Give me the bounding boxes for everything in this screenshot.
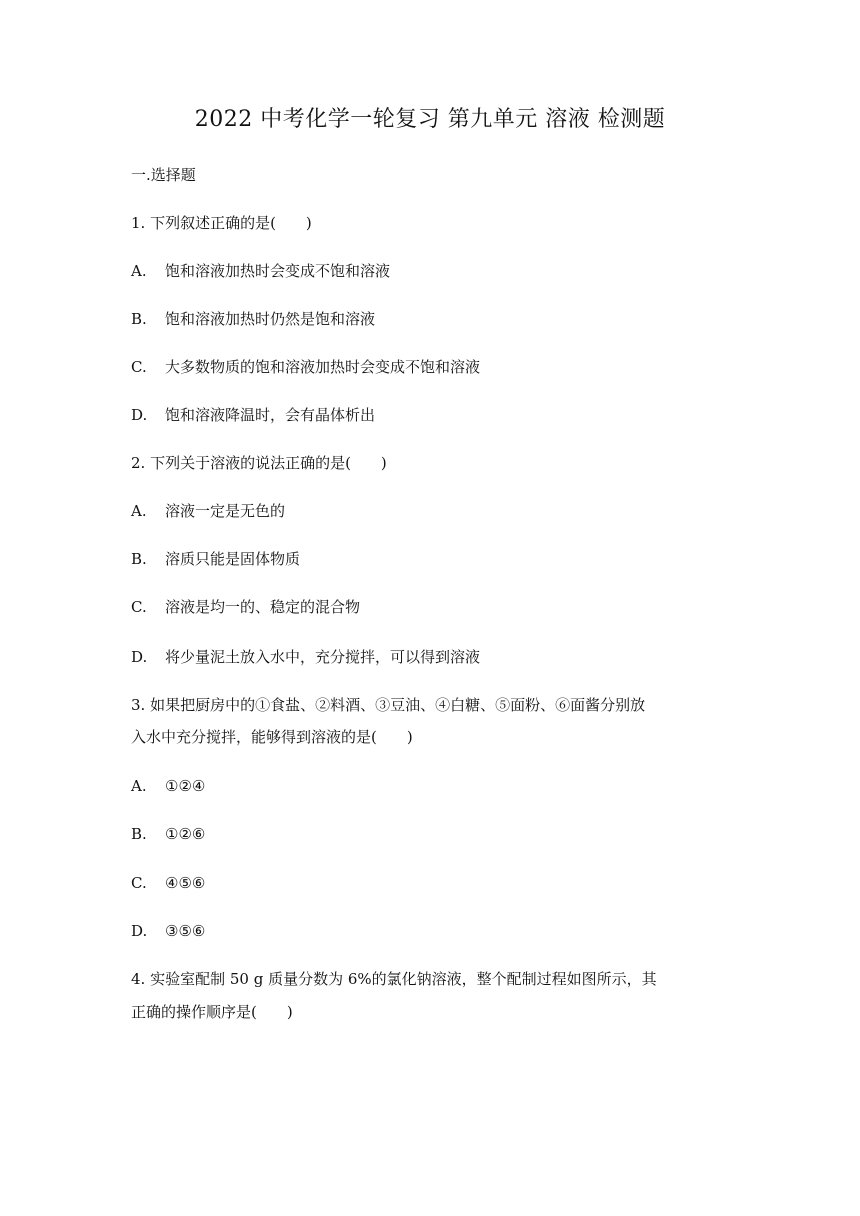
- option-letter: D.: [131, 648, 148, 666]
- option-text: 大多数物质的饱和溶液加热时会变成不饱和溶液: [165, 358, 481, 376]
- question-1-option-d: [131, 404, 731, 426]
- option-letter: D.: [131, 922, 148, 940]
- option-letter: D.: [131, 406, 148, 424]
- option-text: ④⑤⑥: [165, 874, 206, 892]
- question-2-option-a: [131, 500, 731, 522]
- option-letter: C.: [131, 874, 147, 892]
- option-text: 将少量泥土放入水中，充分搅拌，可以得到溶液: [165, 648, 481, 666]
- option-letter: A.: [131, 262, 147, 280]
- question-3-option-c: [131, 872, 731, 894]
- question-3-stem-line-1: 3. 如果把厨房中的①食盐、②料酒、③豆油、④白糖、⑤面粉、⑥面酱分别放: [131, 696, 646, 714]
- question-2-option-c: [131, 596, 731, 618]
- option-text: 饱和溶液降温时，会有晶体析出: [165, 406, 376, 424]
- question-3-option-d: [131, 920, 731, 942]
- question-1-option-b: [131, 308, 731, 330]
- option-text: 饱和溶液加热时仍然是饱和溶液: [165, 310, 376, 328]
- option-text: 溶质只能是固体物质: [165, 550, 301, 568]
- option-text: ①②④: [165, 777, 206, 795]
- option-letter: A.: [131, 502, 147, 520]
- section-heading: 一.选择题: [131, 166, 196, 184]
- option-letter: C.: [131, 358, 147, 376]
- question-3-stem-line-2: 入水中充分搅拌，能够得到溶液的是( ): [131, 728, 413, 746]
- option-letter: B.: [131, 310, 147, 328]
- option-text: 饱和溶液加热时会变成不饱和溶液: [165, 262, 391, 280]
- document-title: 2022 中考化学一轮复习 第九单元 溶液 检测题: [194, 107, 666, 132]
- question-4-stem-line-1: 4. 实验室配制 50 g 质量分数为 6%的氯化钠溶液，整个配制过程如图所示，其: [131, 970, 657, 988]
- question-2-option-b: [131, 548, 731, 570]
- question-2-stem: 2. 下列关于溶液的说法正确的是( ): [131, 454, 387, 472]
- question-1-option-a: [131, 260, 731, 282]
- question-3-option-b: [131, 823, 731, 845]
- option-text: ③⑤⑥: [165, 922, 206, 940]
- option-letter: A.: [131, 777, 147, 795]
- question-2-option-d: [131, 646, 731, 668]
- option-letter: B.: [131, 550, 147, 568]
- question-3-option-a: [131, 775, 731, 797]
- option-text: 溶液一定是无色的: [165, 502, 286, 520]
- question-1-stem: 1. 下列叙述正确的是( ): [131, 214, 312, 232]
- option-text: ①②⑥: [165, 825, 206, 843]
- option-letter: C.: [131, 598, 147, 616]
- question-1-option-c: [131, 356, 731, 378]
- option-text: 溶液是均一的、稳定的混合物: [165, 598, 361, 616]
- question-4-stem-line-2: 正确的操作顺序是( ): [131, 1003, 293, 1021]
- option-letter: B.: [131, 825, 147, 843]
